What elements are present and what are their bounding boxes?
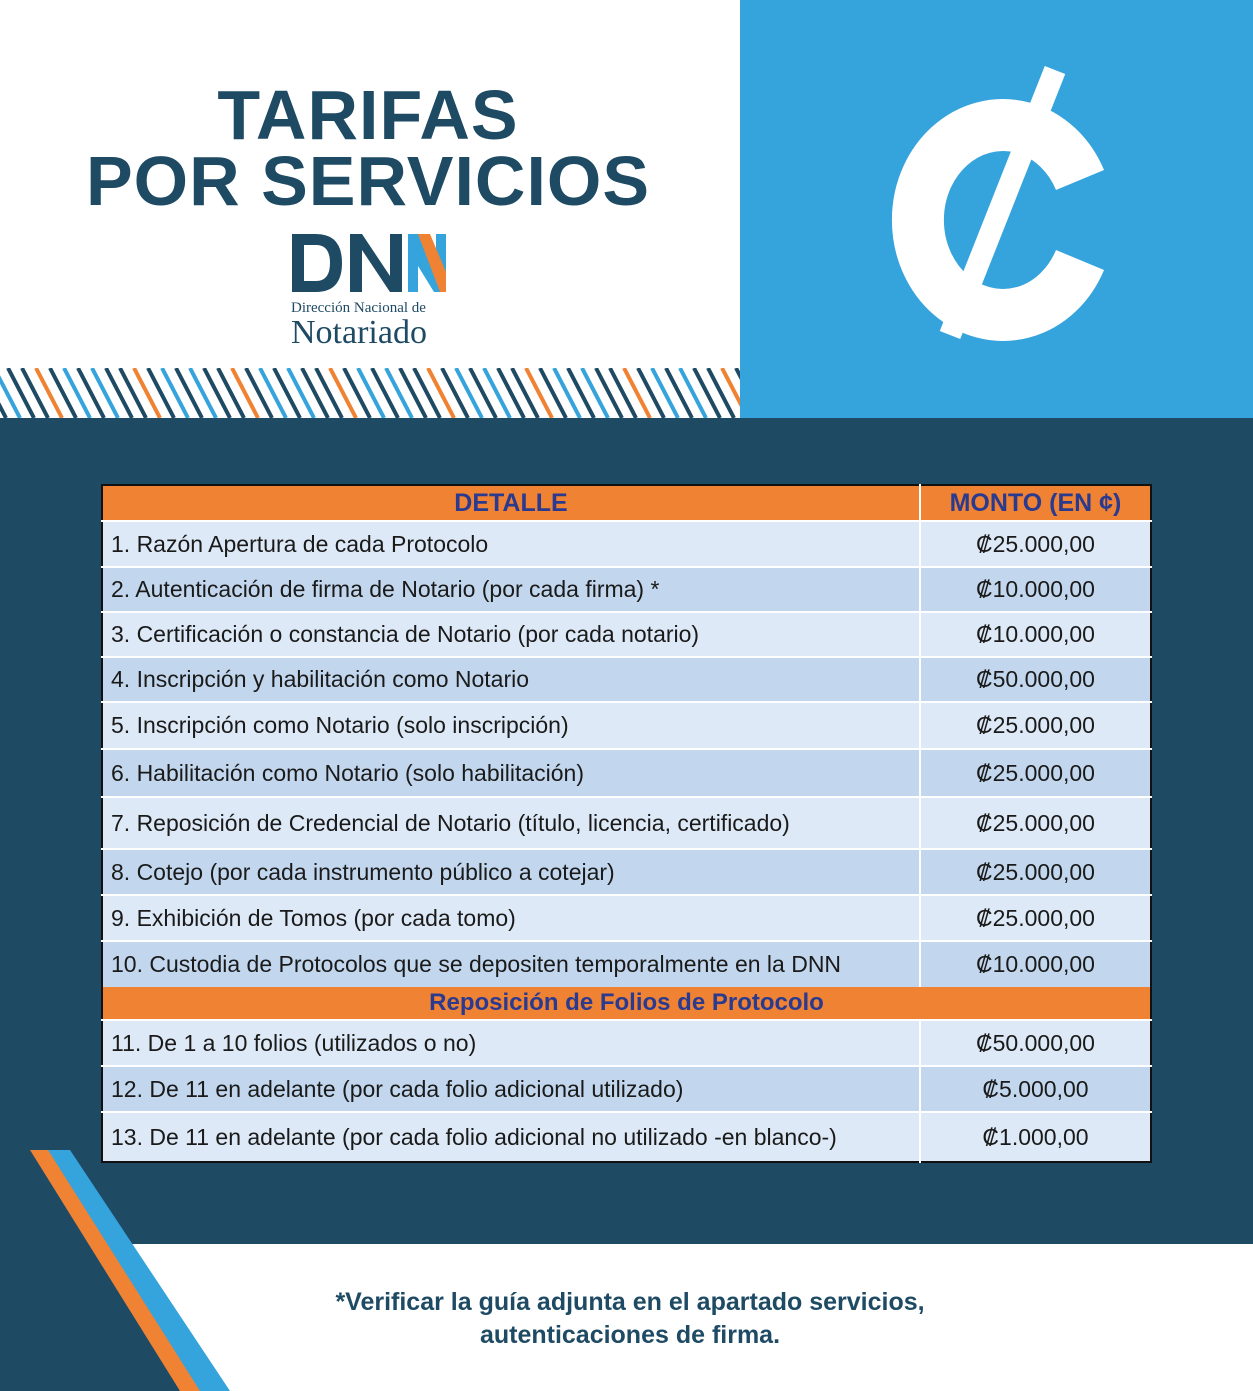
row-amount: ₡5.000,00 bbox=[920, 1066, 1151, 1112]
row-amount: ₡10.000,00 bbox=[920, 612, 1151, 657]
stripe bbox=[92, 368, 118, 418]
stripe bbox=[358, 368, 384, 418]
table-row bbox=[102, 895, 1151, 941]
stripe bbox=[134, 368, 160, 418]
stripe bbox=[106, 368, 132, 418]
colon-icon bbox=[880, 60, 1120, 360]
stripe bbox=[540, 368, 566, 418]
table-row bbox=[102, 521, 1151, 567]
stripe bbox=[400, 368, 426, 418]
header-monto: MONTO (EN ¢) bbox=[920, 485, 1151, 521]
section-title: Reposición de Folios de Protocolo bbox=[102, 987, 1151, 1020]
stripe bbox=[330, 368, 356, 418]
footer-note bbox=[230, 1286, 1030, 1352]
stripe bbox=[610, 368, 636, 418]
row-amount: ₡1.000,00 bbox=[920, 1112, 1151, 1162]
footer-note-line2: autenticaciones de firma. bbox=[479, 1321, 781, 1349]
page-title-line2: POR SERVICIOS bbox=[85, 142, 651, 220]
table-row bbox=[102, 1066, 1151, 1112]
table-row bbox=[102, 612, 1151, 657]
row-amount: ₡50.000,00 bbox=[920, 1020, 1151, 1066]
row-detail: 8. Cotejo (por cada instrumento público a cotejar) bbox=[102, 849, 920, 895]
row-amount: ₡10.000,00 bbox=[920, 567, 1151, 612]
stripe bbox=[680, 368, 706, 418]
stripe bbox=[246, 368, 272, 418]
row-amount: ₡50.000,00 bbox=[920, 657, 1151, 702]
table-header-row bbox=[102, 485, 1151, 521]
logo-name: Notariado bbox=[291, 314, 427, 351]
row-detail: 4. Inscripción y habilitación como Notario bbox=[102, 657, 920, 702]
footer-note-line1: *Verificar la guía adjunta en el apartado servicios, bbox=[335, 1288, 925, 1316]
stripe bbox=[8, 368, 34, 418]
stripe bbox=[470, 368, 496, 418]
stripe bbox=[190, 368, 216, 418]
table-row bbox=[102, 1112, 1151, 1162]
stripe bbox=[666, 368, 692, 418]
stripe bbox=[498, 368, 524, 418]
stripe bbox=[162, 368, 188, 418]
stripe bbox=[624, 368, 650, 418]
table-row bbox=[102, 657, 1151, 702]
stripe bbox=[176, 368, 202, 418]
stripe bbox=[652, 368, 678, 418]
row-amount: ₡25.000,00 bbox=[920, 521, 1151, 567]
row-detail: 5. Inscripción como Notario (solo inscripción) bbox=[102, 702, 920, 749]
header-detalle: DETALLE bbox=[102, 485, 920, 521]
stripe bbox=[36, 368, 62, 418]
row-detail: 9. Exhibición de Tomos (por cada tomo) bbox=[102, 895, 920, 941]
stripe bbox=[596, 368, 622, 418]
stripe bbox=[582, 368, 608, 418]
row-detail: 3. Certificación o constancia de Notario (por cada notario) bbox=[102, 612, 920, 657]
row-amount: ₡25.000,00 bbox=[920, 895, 1151, 941]
decorative-corner bbox=[0, 1150, 240, 1391]
table-row bbox=[102, 797, 1151, 849]
stripe bbox=[414, 368, 440, 418]
row-detail: 2. Autenticación de firma de Notario (por cada firma) * bbox=[102, 567, 920, 612]
row-detail: 1. Razón Apertura de cada Protocolo bbox=[102, 521, 920, 567]
row-amount: ₡25.000,00 bbox=[920, 702, 1151, 749]
row-detail: 12. De 11 en adelante (por cada folio adicional utilizado) bbox=[102, 1066, 920, 1112]
stripe bbox=[302, 368, 328, 418]
stripe bbox=[232, 368, 258, 418]
row-amount: ₡25.000,00 bbox=[920, 849, 1151, 895]
stripe bbox=[344, 368, 370, 418]
stripe bbox=[386, 368, 412, 418]
row-detail: 11. De 1 a 10 folios (utilizados o no) bbox=[102, 1020, 920, 1066]
table-row bbox=[102, 749, 1151, 797]
row-amount: ₡25.000,00 bbox=[920, 797, 1151, 849]
stripe bbox=[372, 368, 398, 418]
tariff-table bbox=[101, 484, 1152, 1163]
stripe bbox=[218, 368, 244, 418]
stripe bbox=[442, 368, 468, 418]
logo-subtitle: Dirección Nacional de bbox=[291, 300, 426, 316]
table-row bbox=[102, 567, 1151, 612]
stripe bbox=[428, 368, 454, 418]
row-detail: 10. Custodia de Protocolos que se depositen temporalmente en la DNN bbox=[102, 941, 920, 987]
row-detail: 13. De 11 en adelante (por cada folio adicional no utilizado -en blanco-) bbox=[102, 1112, 920, 1162]
stripe bbox=[554, 368, 580, 418]
stripe bbox=[694, 368, 720, 418]
table-row bbox=[102, 702, 1151, 749]
decorative-stripes bbox=[0, 368, 740, 418]
stripe bbox=[484, 368, 510, 418]
row-amount: ₡25.000,00 bbox=[920, 749, 1151, 797]
stripe bbox=[456, 368, 482, 418]
stripe bbox=[120, 368, 146, 418]
row-detail: 7. Reposición de Credencial de Notario (título, licencia, certificado) bbox=[102, 797, 920, 849]
row-detail: 6. Habilitación como Notario (solo habilitación) bbox=[102, 749, 920, 797]
stripe bbox=[260, 368, 286, 418]
stripe bbox=[22, 368, 48, 418]
row-amount: ₡10.000,00 bbox=[920, 941, 1151, 987]
table-row bbox=[102, 849, 1151, 895]
stripe bbox=[64, 368, 90, 418]
stripe bbox=[78, 368, 104, 418]
stripe bbox=[526, 368, 552, 418]
table-row bbox=[102, 1020, 1151, 1066]
stripe bbox=[568, 368, 594, 418]
stripe bbox=[288, 368, 314, 418]
section-header-row bbox=[102, 987, 1151, 1020]
stripe bbox=[512, 368, 538, 418]
table-row bbox=[102, 941, 1151, 987]
stripe bbox=[50, 368, 76, 418]
stripe bbox=[638, 368, 664, 418]
page-title-line1: TARIFAS bbox=[217, 76, 519, 154]
stripe bbox=[274, 368, 300, 418]
stripe bbox=[204, 368, 230, 418]
stripe bbox=[148, 368, 174, 418]
stripe bbox=[708, 368, 734, 418]
stripe bbox=[316, 368, 342, 418]
